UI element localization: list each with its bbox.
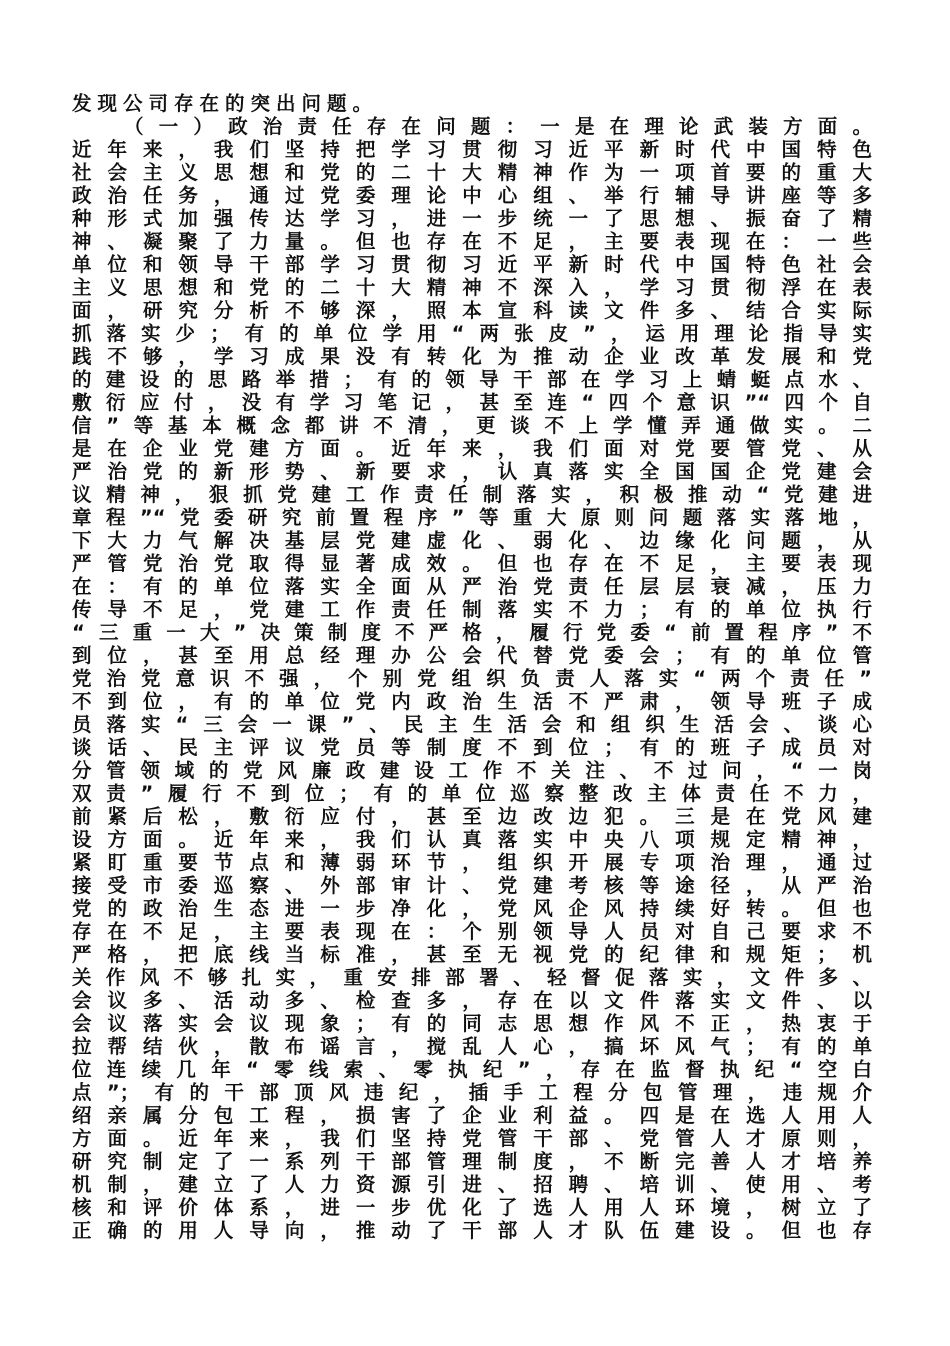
text-line: 正确的用人导向，推动了干部人才队伍建设。但也存 — [72, 1219, 872, 1242]
text-line: 紧盯重要节点和薄弱环节，组织开展专项治理，通过 — [72, 851, 872, 874]
text-line: 践不够，学习成果没有转化为推动企业改革发展和党 — [72, 345, 872, 368]
text-line: “三重一大”决策制度不严格，履行党委“前置程序”不 — [72, 621, 872, 644]
text-line: 单位和领导干部学习贯彻习近平新时代中国特色社会 — [72, 253, 872, 276]
text-line: 种形式加强传达学习，进一步统一了思想、振奋了精 — [72, 207, 872, 230]
text-line: 不到位，有的单位党内政治生活不严肃，领导班子成 — [72, 690, 872, 713]
text-line: 严治党的新形势、新要求，认真落实全国国企党建会 — [72, 460, 872, 483]
text-line: 设方面。近年来，我们认真落实中央八项规定精神， — [72, 828, 872, 851]
text-line: 的建设的思路举措；有的领导干部在学习上蜻蜓点水、 — [72, 368, 872, 391]
text-line: 机制，建立了人力资源引进、招聘、培训、使用、考 — [72, 1173, 872, 1196]
body-text — [72, 92, 872, 1242]
text-line: 方面。近年来，我们坚持党管干部、党管人才原则， — [72, 1127, 872, 1150]
text-line: 拉帮结伙，散布谣言，搅乱人心，搞坏风气；有的单 — [72, 1035, 872, 1058]
text-line: 分管领域的党风廉政建设工作不关注、不过问，“一岗 — [72, 759, 872, 782]
text-line: 党治党意识不强，个别党组织负责人落实“两个责任” — [72, 667, 872, 690]
text-line: 严格，把底线当标准，甚至无视党的纪律和规矩；机 — [72, 943, 872, 966]
text-line: 神、凝聚了力量。但也存在不足，主要表现在：一些 — [72, 230, 872, 253]
text-line: 关作风不够扎实，重安排部署、轻督促落实，文件多、 — [72, 966, 872, 989]
text-line: 下大力气解决基层党建虚化、弱化、边缘化问题，从 — [72, 529, 872, 552]
text-line: 近年来，我们坚持把学习贯彻习近平新时代中国特色 — [72, 138, 872, 161]
text-line: 政治任务，通过党委理论中心组、举行辅导讲座等多 — [72, 184, 872, 207]
text-line: 严管党治党取得显著成效。但也存在不足，主要表现 — [72, 552, 872, 575]
text-line: 会议多、活动多、检查多，存在以文件落实文件、以 — [72, 989, 872, 1012]
text-line: 章程”“党委研究前置程序”等重大原则问题落实落地， — [72, 506, 872, 529]
text-line: 在：有的单位落实全面从严治党责任层层衰减，压力 — [72, 575, 872, 598]
text-line: 社会主义思想和党的二十大精神作为一项首要的重大 — [72, 161, 872, 184]
text-line: 敷衍应付，没有学习笔记，甚至连“四个意识”“四个自 — [72, 391, 872, 414]
text-line: 会议落实会议现象；有的同志思想作风不正，热衷于 — [72, 1012, 872, 1035]
text-line: 谈话、民主评议党员等制度不到位；有的班子成员对 — [72, 736, 872, 759]
text-line: 传导不足，党建工作责任制落实不力；有的单位执行 — [72, 598, 872, 621]
text-line: 信”等基本概念都讲不清，更谈不上学懂弄通做实。二 — [72, 414, 872, 437]
text-line: 研究制定了一系列干部管理制度，不断完善人才培养 — [72, 1150, 872, 1173]
text-line: 绍亲属分包工程，损害了企业利益。四是在选人用人 — [72, 1104, 872, 1127]
text-line: 主义思想和党的二十大精神不深入，学习贯彻浮在表 — [72, 276, 872, 299]
text-line: 议精神，狠抓党建工作责任制落实，积极推动“党建进 — [72, 483, 872, 506]
text-line: 双责”履行不到位；有的单位巡察整改主体责任不力， — [72, 782, 872, 805]
text-line: 发现公司存在的突出问题。 — [72, 92, 379, 115]
text-line: 点”；有的干部顶风违纪，插手工程分包管理，违规介 — [72, 1081, 872, 1104]
text-line: 是在企业党建方面。近年来，我们面对党要管党、从 — [72, 437, 872, 460]
text-line: 核和评价体系，进一步优化了选人用人环境，树立了 — [72, 1196, 872, 1219]
text-line: 面，研究分析不够深，照本宣科读文件多、结合实际 — [72, 299, 872, 322]
text-line: 到位，甚至用总经理办公会代替党委会；有的单位管 — [72, 644, 872, 667]
text-line: 抓落实少；有的单位学用“两张皮”，运用理论指导实 — [72, 322, 872, 345]
text-line: （一）政治责任存在问题：一是在理论武装方面。 — [124, 115, 872, 138]
text-line: 接受市委巡察、外部审计、党建考核等途径，从严治 — [72, 874, 872, 897]
text-line: 位连续几年“零线索、零执纪”，存在监督执纪“空白 — [72, 1058, 872, 1081]
text-line: 前紧后松，敷衍应付，甚至边改边犯。三是在党风建 — [72, 805, 872, 828]
text-line: 员落实“三会一课”、民主生活会和组织生活会、谈心 — [72, 713, 872, 736]
text-line: 存在不足，主要表现在：个别领导人员对自己要求不 — [72, 920, 872, 943]
text-line: 党的政治生态进一步净化，党风企风持续好转。但也 — [72, 897, 872, 920]
